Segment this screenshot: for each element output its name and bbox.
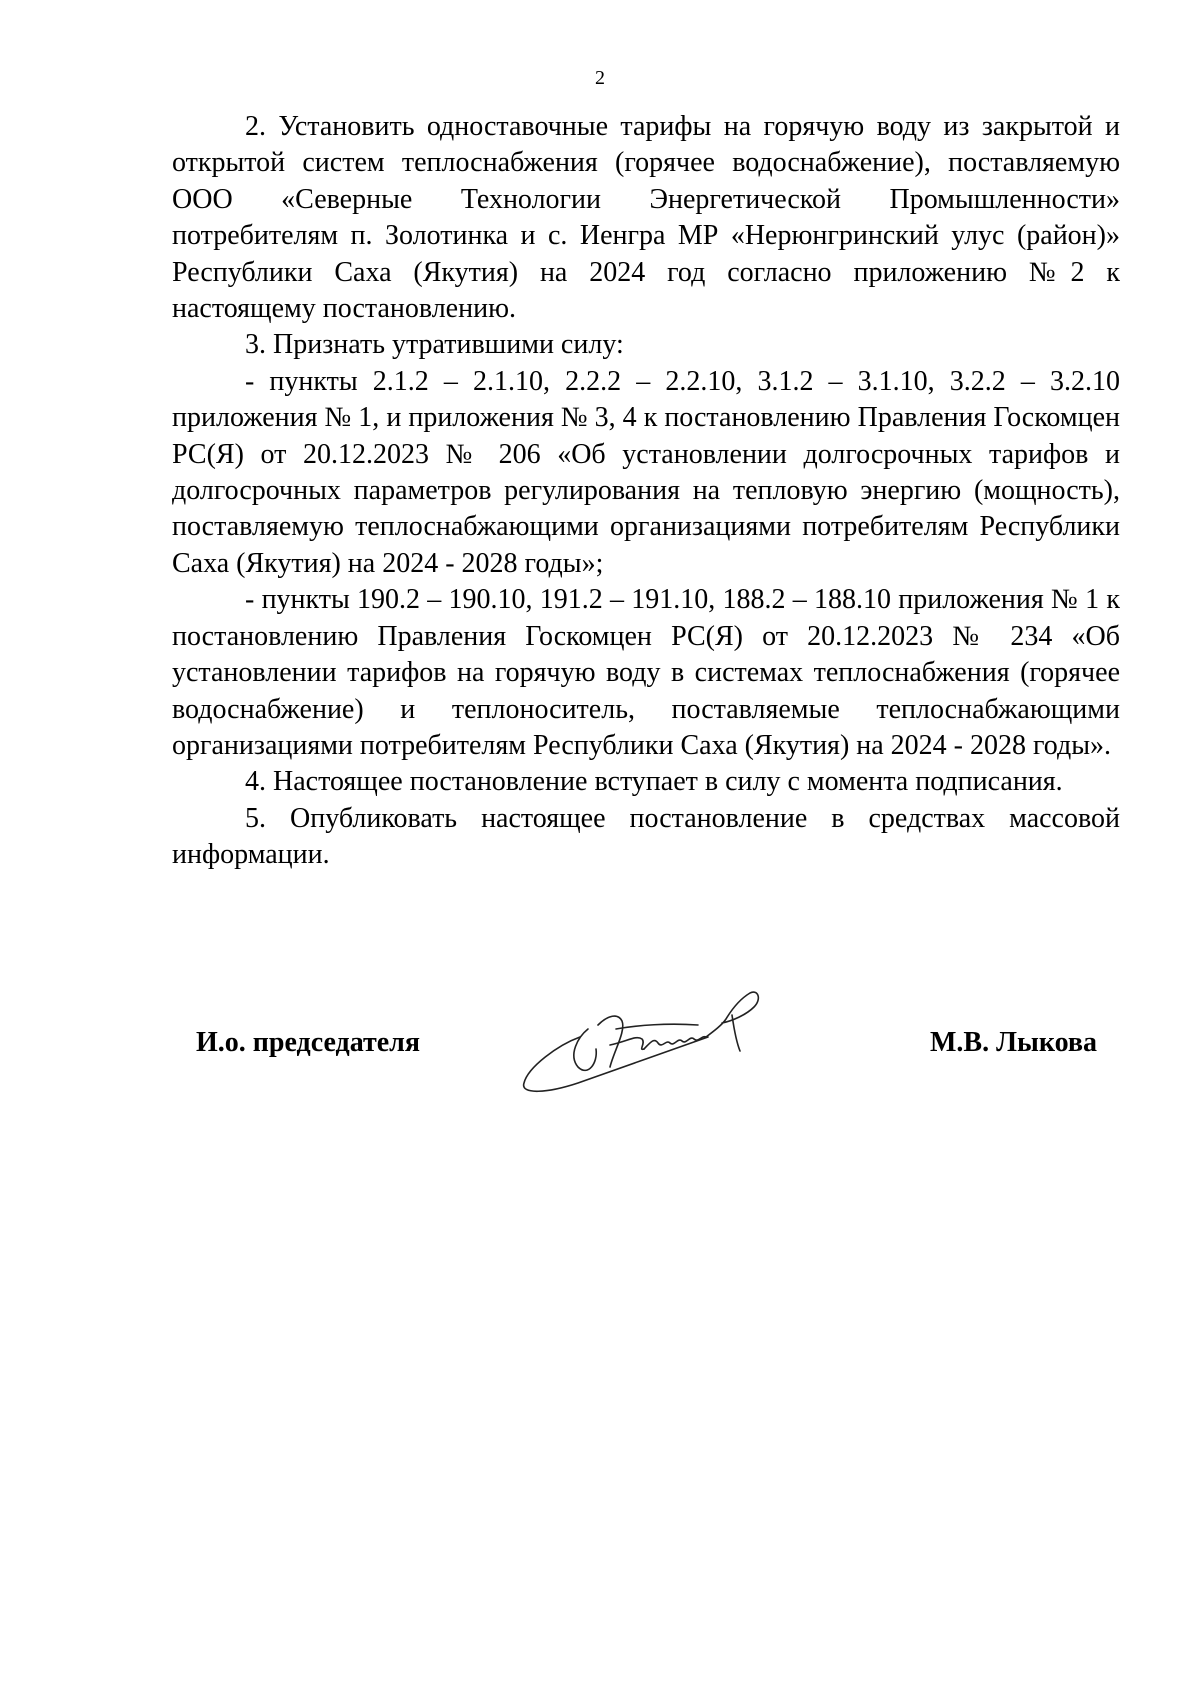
document-body <box>172 109 1120 874</box>
paragraph-item-3: 3. Признать утратившими силу: <box>245 329 624 361</box>
paragraph-item-5: 5. Опубликовать настоящее постановление в средствах массовой информации. <box>172 802 1120 871</box>
handwritten-signature <box>518 985 808 1095</box>
paragraph-item-2: 2. Установить одноставочные тарифы на горячую воду из закрытой и открытой систем теплоснабжения (горячее водоснабжение), поставляемую ООО «Северные Технологии Энергетической Промышленности» потребителям п. Золотинка и с. Иенгра МР «Нерюнгринский улус (район)» Республики Саха (Якутия) на 2024 год согласно приложению №2 к настоящему постановлению. <box>172 111 1120 325</box>
paragraph-item-4: 4. Настоящее постановление вступает в силу с момента подписания. <box>245 766 1063 798</box>
paragraph-subitem-2: - пункты 190.2 – 190.10, 191.2 – 191.10, 188.2 – 188.10 приложения № 1 к постановлению Правления Госкомцен РС(Я) от 20.12.2023 № 234 «Об установлении тарифов на горячую воду в системах теплоснабжения (горячее водоснабжение) и теплоноситель, поставляемые теплоснабжающими организациями потребителям Республики Саха (Якутия) на 2024 - 2028 годы». <box>172 584 1120 761</box>
signatory-name: М.В. Лыкова <box>929 1027 1097 1058</box>
signatory-title: И.о. председателя <box>196 1027 421 1058</box>
page-number: 2 <box>595 67 605 89</box>
paragraph-subitem-1: - пункты 2.1.2 – 2.1.10, 2.2.2 – 2.2.10, 3.1.2 – 3.1.10, 3.2.2 – 3.2.10 приложения № 1, и приложения № 3, 4 к постановлению Правления Госкомцен РС(Я) от 20.12.2023 № 206 «Об установлении долгосрочных тарифов и долгосрочных параметров регулирования на тепловую энергию (мощность), поставляемую теплоснабжающими организациями потребителям Республики Саха (Якутия) на 2024 - 2028 годы»; <box>172 365 1120 579</box>
